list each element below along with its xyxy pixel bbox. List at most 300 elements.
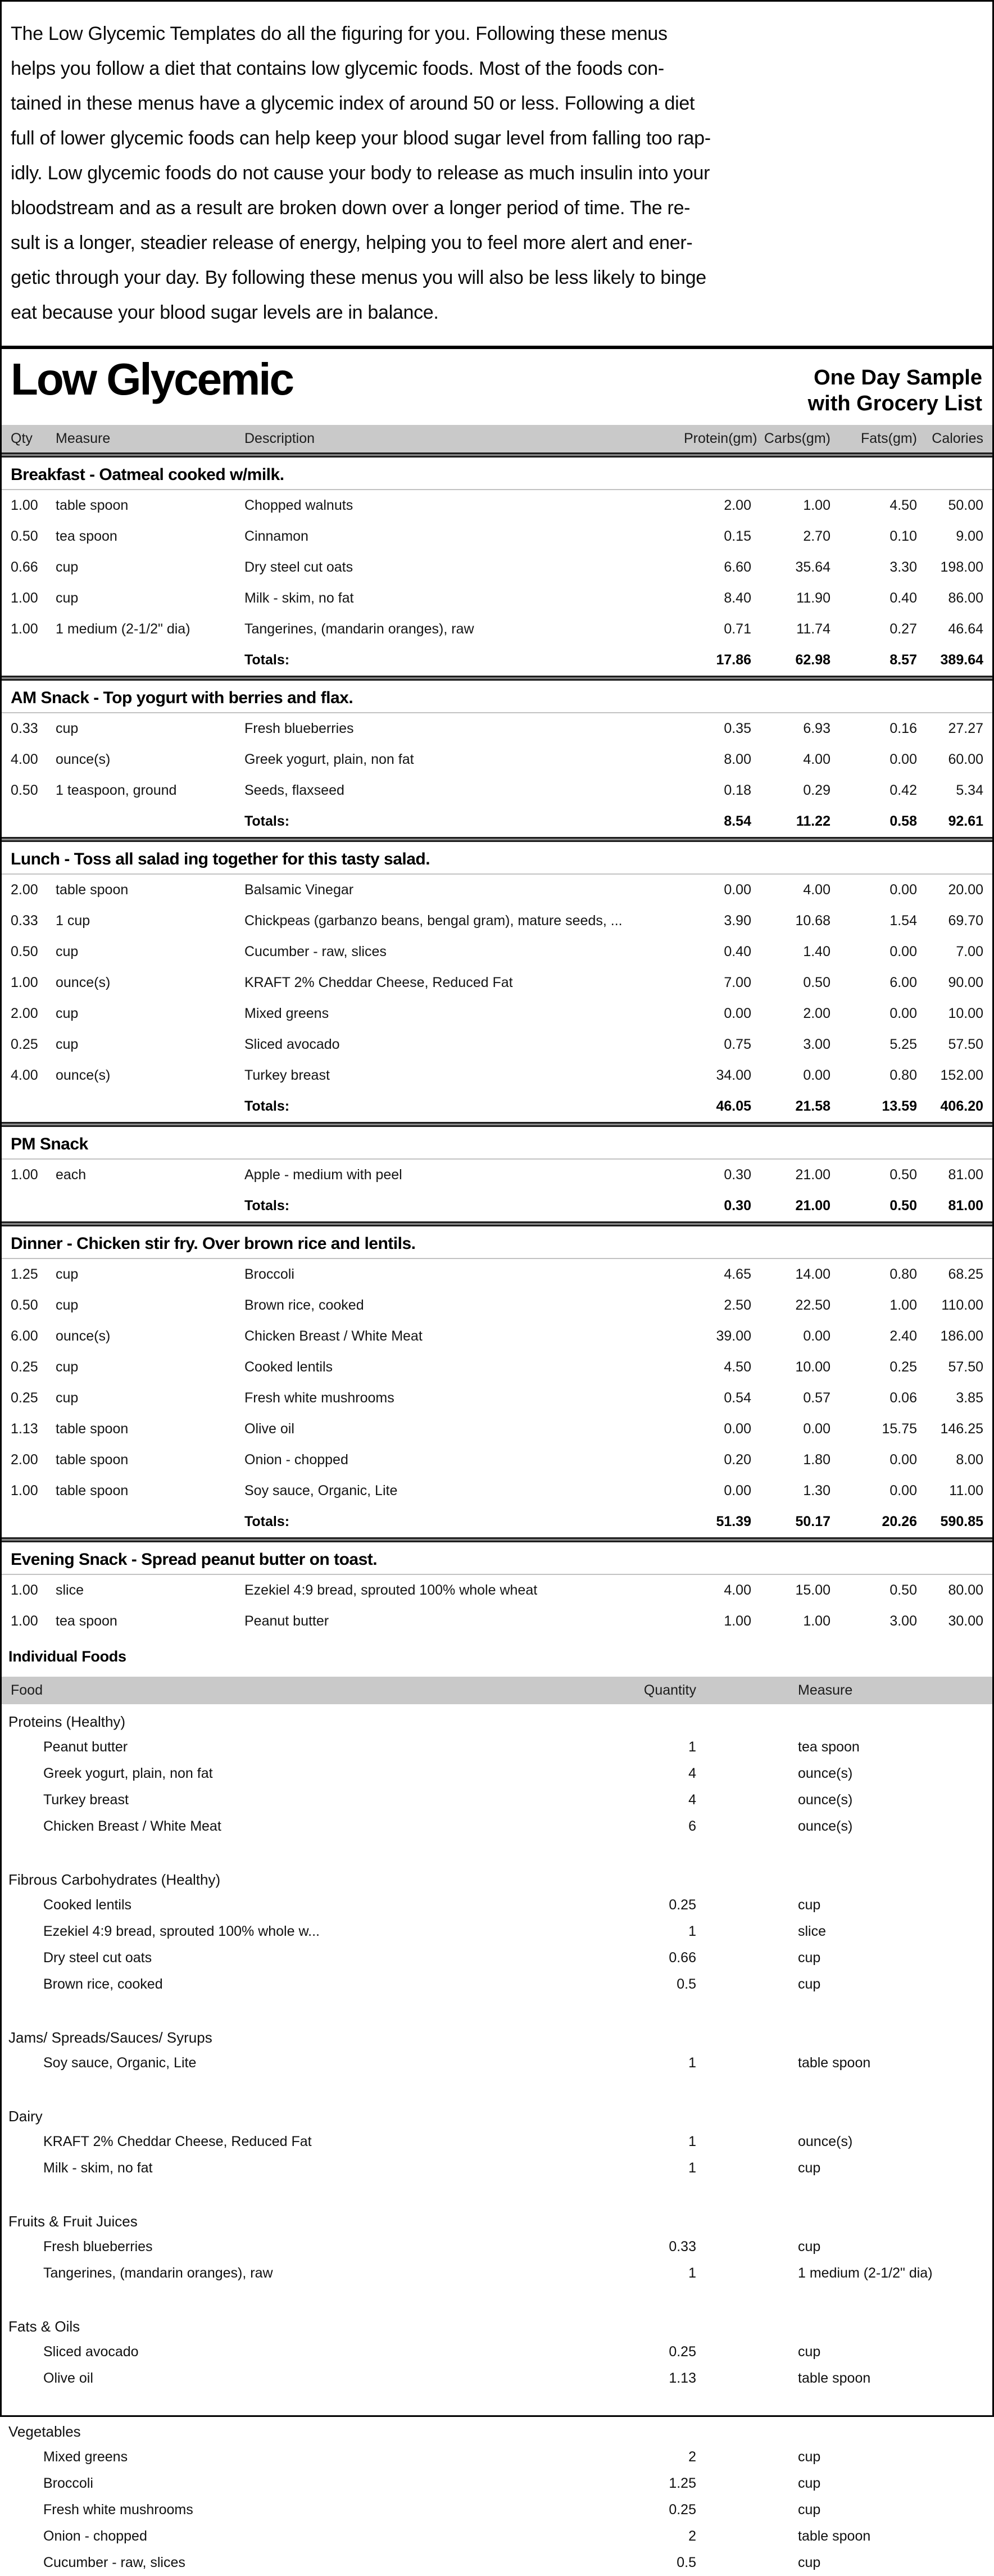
cell-measure: 1 medium (2-1/2" dia)	[56, 621, 190, 637]
food-quantity: 0.25	[669, 2501, 696, 2518]
page-subtitle	[808, 356, 982, 417]
intro-paragraph	[2, 2, 992, 346]
food-name: Tangerines, (mandarin oranges), raw	[43, 2265, 273, 2281]
food-item-row	[2, 2470, 992, 2497]
cell-measure: each	[56, 1166, 87, 1183]
food-measure: table spoon	[798, 2054, 871, 2071]
food-name: Broccoli	[43, 2475, 93, 2491]
food-item-row	[2, 1918, 992, 1945]
cell-fats: 0.06	[889, 1389, 917, 1406]
totals-fats: 0.58	[889, 813, 917, 829]
menu-section	[2, 681, 992, 842]
cell-calories: 8.00	[956, 1451, 983, 1468]
cell-calories: 60.00	[948, 751, 983, 767]
cell-measure: table spoon	[56, 497, 129, 513]
totals-fats: 20.26	[882, 1513, 917, 1529]
meal-section-title: Lunch - Toss all salad ing together for this tasty salad.	[2, 842, 992, 875]
cell-description: Brown rice, cooked	[244, 1297, 364, 1313]
cell-carbs: 15.00	[795, 1582, 830, 1598]
cell-calories: 146.25	[940, 1420, 983, 1437]
cell-qty: 1.00	[11, 1613, 38, 1629]
menu-row	[2, 967, 992, 998]
page-title: Low Glycemic	[11, 354, 293, 404]
food-item-row	[2, 1945, 992, 1971]
cell-protein: 0.40	[724, 943, 751, 959]
cell-qty: 6.00	[11, 1328, 38, 1344]
cell-qty: 0.50	[11, 528, 38, 544]
menu-row	[2, 713, 992, 744]
food-name: Brown rice, cooked	[43, 1976, 163, 1992]
cell-fats: 2.40	[889, 1328, 917, 1344]
cell-protein: 4.65	[724, 1266, 751, 1282]
section-rule	[2, 1221, 992, 1226]
cell-description: Greek yogurt, plain, non fat	[244, 751, 414, 767]
cell-carbs: 1.00	[803, 497, 830, 513]
cell-description: Ezekiel 4:9 bread, sprouted 100% whole wheat	[244, 1582, 538, 1598]
totals-carbs: 50.17	[795, 1513, 830, 1529]
cell-description: Cucumber - raw, slices	[244, 943, 387, 959]
totals-row	[2, 1506, 992, 1537]
cell-qty: 1.00	[11, 1482, 38, 1498]
cell-description: Sliced avocado	[244, 1036, 340, 1052]
food-measure: ounce(s)	[798, 1818, 853, 1834]
menu-row	[2, 1414, 992, 1445]
food-name: Mixed greens	[43, 2448, 128, 2465]
cell-fats: 5.25	[889, 1036, 917, 1052]
cell-fats: 0.40	[889, 590, 917, 606]
cell-carbs: 11.74	[796, 621, 830, 637]
cell-protein: 8.40	[724, 590, 751, 606]
totals-calories: 590.85	[940, 1513, 983, 1529]
food-measure: ounce(s)	[798, 1765, 853, 1781]
food-quantity: 1.13	[669, 2370, 696, 2386]
cell-description: Apple - medium with peel	[244, 1166, 402, 1183]
food-name: Ezekiel 4:9 bread, sprouted 100% whole w...	[43, 1923, 320, 1939]
cell-fats: 0.00	[889, 943, 917, 959]
cell-carbs: 22.50	[795, 1297, 830, 1313]
totals-row	[2, 1190, 992, 1221]
food-item-row	[2, 2155, 992, 2181]
cell-protein: 0.20	[724, 1451, 751, 1468]
meal-section-title: PM Snack	[2, 1127, 992, 1160]
intro-line: eat because your blood sugar levels are in balance.	[11, 302, 439, 323]
cell-measure: cup	[56, 720, 79, 736]
cell-qty: 1.13	[11, 1420, 38, 1437]
column-header-qty: Qty	[11, 430, 33, 446]
cell-qty: 4.00	[11, 751, 38, 767]
cell-measure: cup	[56, 1389, 79, 1406]
food-name: Sliced avocado	[43, 2343, 139, 2360]
food-item-row	[2, 1971, 992, 1998]
cell-carbs: 11.90	[796, 590, 830, 606]
menu-row	[2, 906, 992, 936]
cell-fats: 0.00	[889, 1005, 917, 1021]
food-name: Olive oil	[43, 2370, 93, 2386]
menu-row	[2, 1290, 992, 1321]
meal-section-title: AM Snack - Top yogurt with berries and flax.	[2, 681, 992, 713]
cell-measure: 1 cup	[56, 912, 90, 929]
cell-qty: 1.00	[11, 1166, 38, 1183]
menu-row	[2, 1383, 992, 1414]
cell-calories: 90.00	[948, 974, 983, 990]
individual-foods-title: Individual Foods	[8, 1647, 126, 1665]
cell-protein: 0.75	[724, 1036, 751, 1052]
cell-calories: 30.00	[948, 1613, 983, 1629]
intro-line: getic through your day. By following these menus you will also be less likely to binge	[11, 267, 706, 288]
food-name: Fresh blueberries	[43, 2238, 153, 2254]
column-header-description: Description	[244, 430, 315, 446]
cell-measure: cup	[56, 1036, 79, 1052]
food-quantity: 1	[688, 2265, 696, 2281]
menu-row	[2, 552, 992, 583]
cell-fats: 0.80	[889, 1266, 917, 1282]
food-item-row	[2, 2550, 992, 2576]
column-header-quantity: Quantity	[643, 1682, 696, 1698]
cell-qty: 2.00	[11, 881, 38, 898]
subtitle-line-2: with Grocery List	[807, 392, 982, 416]
totals-carbs: 11.22	[796, 813, 830, 829]
menu-row	[2, 521, 992, 552]
food-category-title: Dairy	[8, 2107, 43, 2125]
food-category	[2, 2022, 992, 2076]
cell-measure: 1 teaspoon, ground	[56, 782, 177, 798]
food-measure: 1 medium (2-1/2" dia)	[798, 2265, 933, 2281]
cell-qty: 2.00	[11, 1005, 38, 1021]
menu-row	[2, 583, 992, 614]
cell-calories: 11.00	[949, 1482, 983, 1498]
food-item-row	[2, 1787, 992, 1813]
meal-section-title: Evening Snack - Spread peanut butter on toast.	[2, 1542, 992, 1575]
cell-description: Seeds, flaxseed	[244, 782, 344, 798]
food-measure: tea spoon	[798, 1739, 860, 1755]
cell-carbs: 0.29	[803, 782, 830, 798]
cell-protein: 3.90	[724, 912, 751, 929]
cell-calories: 20.00	[948, 881, 983, 898]
food-name: Fresh white mushrooms	[43, 2501, 193, 2518]
food-name: Cooked lentils	[43, 1896, 132, 1913]
cell-measure: table spoon	[56, 1420, 129, 1437]
section-rule	[2, 1122, 992, 1127]
cell-protein: 1.00	[724, 1613, 751, 1629]
cell-measure: table spoon	[56, 881, 129, 898]
cell-protein: 2.00	[724, 497, 751, 513]
cell-calories: 27.27	[948, 720, 983, 736]
cell-calories: 69.70	[948, 912, 983, 929]
totals-label: Totals:	[244, 1513, 290, 1529]
cell-description: Mixed greens	[244, 1005, 329, 1021]
menu-row	[2, 875, 992, 906]
totals-fats: 0.50	[889, 1197, 917, 1214]
column-header-calories: Calories	[932, 430, 983, 446]
food-category-title: Fats & Oils	[8, 2317, 80, 2335]
menu-section	[2, 1542, 992, 1637]
food-quantity: 2	[688, 2528, 696, 2544]
food-item-row	[2, 2050, 992, 2076]
cell-fats: 0.16	[889, 720, 917, 736]
cell-description: Cinnamon	[244, 528, 308, 544]
cell-protein: 39.00	[716, 1328, 751, 1344]
menu-section	[2, 458, 992, 681]
cell-calories: 57.50	[948, 1359, 983, 1375]
section-rule	[2, 837, 992, 842]
food-name: Peanut butter	[43, 1739, 128, 1755]
cell-calories: 7.00	[956, 943, 983, 959]
food-measure: table spoon	[798, 2528, 871, 2544]
cell-calories: 10.00	[948, 1005, 983, 1021]
food-item-row	[2, 1892, 992, 1918]
intro-line: tained in these menus have a glycemic index of around 50 or less. Following a diet	[11, 93, 695, 114]
cell-qty: 0.50	[11, 1297, 38, 1313]
meal-section-title: Breakfast - Oatmeal cooked w/milk.	[2, 458, 992, 490]
cell-fats: 0.10	[889, 528, 917, 544]
cell-protein: 0.71	[724, 621, 751, 637]
food-measure: cup	[798, 2554, 821, 2570]
food-measure: cup	[798, 1976, 821, 1992]
menu-row	[2, 490, 992, 521]
cell-qty: 0.25	[11, 1036, 38, 1052]
cell-qty: 1.00	[11, 621, 38, 637]
totals-calories: 406.20	[940, 1098, 983, 1114]
totals-label: Totals:	[244, 651, 290, 668]
totals-row	[2, 645, 992, 676]
column-header-food: Food	[11, 1682, 43, 1698]
cell-qty: 1.00	[11, 590, 38, 606]
cell-fats: 3.30	[889, 559, 917, 575]
food-item-row	[2, 2260, 992, 2287]
totals-row	[2, 806, 992, 837]
cell-description: Onion - chopped	[244, 1451, 348, 1468]
food-category	[2, 2101, 992, 2181]
food-item-row	[2, 2365, 992, 2392]
food-quantity: 4	[688, 1765, 696, 1781]
cell-calories: 3.85	[956, 1389, 983, 1406]
menu-row	[2, 1160, 992, 1190]
cell-description: KRAFT 2% Cheddar Cheese, Reduced Fat	[244, 974, 513, 990]
title-block	[2, 349, 992, 419]
cell-protein: 0.15	[724, 528, 751, 544]
cell-measure: cup	[56, 559, 79, 575]
cell-protein: 0.00	[724, 1005, 751, 1021]
cell-carbs: 4.00	[803, 751, 830, 767]
totals-protein: 8.54	[724, 813, 751, 829]
food-item-row	[2, 2234, 992, 2260]
menu-row	[2, 1060, 992, 1091]
food-category	[2, 2416, 992, 2576]
menu-row	[2, 1259, 992, 1290]
food-category-title: Vegetables	[8, 2423, 81, 2440]
menu-section	[2, 1226, 992, 1542]
totals-fats: 13.59	[882, 1098, 917, 1114]
cell-qty: 1.00	[11, 974, 38, 990]
column-header-fats: Fats(gm)	[861, 430, 917, 446]
column-header-carbs: Carbs(gm)	[764, 430, 830, 446]
cell-fats: 15.75	[882, 1420, 917, 1437]
cell-calories: 68.25	[948, 1266, 983, 1282]
cell-description: Fresh blueberries	[244, 720, 354, 736]
food-quantity: 0.66	[669, 1949, 696, 1966]
menu-section	[2, 842, 992, 1127]
cell-carbs: 0.00	[803, 1420, 830, 1437]
cell-calories: 152.00	[940, 1067, 983, 1083]
menu-row	[2, 1475, 992, 1506]
header-rule	[2, 452, 992, 458]
menu-section	[2, 1127, 992, 1226]
intro-line: sult is a longer, steadier release of energy, helping you to feel more alert and ener-	[11, 232, 693, 253]
cell-protein: 6.60	[724, 559, 751, 575]
cell-measure: ounce(s)	[56, 1067, 111, 1083]
food-item-row	[2, 2339, 992, 2365]
cell-measure: cup	[56, 1005, 79, 1021]
cell-description: Chopped walnuts	[244, 497, 353, 513]
intro-line: idly. Low glycemic foods do not cause your body to release as much insulin into your	[11, 162, 710, 184]
totals-protein: 17.86	[716, 651, 751, 668]
cell-fats: 4.50	[889, 497, 917, 513]
cell-carbs: 4.00	[803, 881, 830, 898]
cell-description: Cooked lentils	[244, 1359, 333, 1375]
food-item-row	[2, 2497, 992, 2523]
cell-carbs: 0.00	[803, 1067, 830, 1083]
cell-description: Fresh white mushrooms	[244, 1389, 394, 1406]
food-name: Cucumber - raw, slices	[43, 2554, 185, 2570]
cell-carbs: 14.00	[795, 1266, 830, 1282]
totals-carbs: 21.00	[795, 1197, 830, 1214]
food-quantity: 6	[688, 1818, 696, 1834]
cell-protein: 4.50	[724, 1359, 751, 1375]
cell-fats: 0.00	[889, 751, 917, 767]
cell-fats: 0.00	[889, 1451, 917, 1468]
cell-fats: 0.00	[889, 881, 917, 898]
totals-carbs: 21.58	[795, 1098, 830, 1114]
totals-label: Totals:	[244, 813, 290, 829]
cell-carbs: 1.40	[803, 943, 830, 959]
food-name: Onion - chopped	[43, 2528, 147, 2544]
food-quantity: 1	[688, 1739, 696, 1755]
cell-fats: 1.00	[889, 1297, 917, 1313]
food-name: Soy sauce, Organic, Lite	[43, 2054, 197, 2071]
food-name: Chicken Breast / White Meat	[43, 1818, 221, 1834]
totals-calories: 389.64	[940, 651, 983, 668]
cell-description: Turkey breast	[244, 1067, 330, 1083]
food-measure: cup	[798, 1896, 821, 1913]
cell-protein: 34.00	[716, 1067, 751, 1083]
cell-measure: table spoon	[56, 1482, 129, 1498]
menu-row	[2, 1321, 992, 1352]
cell-protein: 0.00	[724, 1420, 751, 1437]
menu-row	[2, 744, 992, 775]
cell-carbs: 1.80	[803, 1451, 830, 1468]
cell-fats: 0.50	[889, 1582, 917, 1598]
cell-qty: 0.25	[11, 1389, 38, 1406]
cell-calories: 86.00	[948, 590, 983, 606]
menu-sections	[2, 458, 992, 1637]
cell-carbs: 3.00	[803, 1036, 830, 1052]
cell-measure: ounce(s)	[56, 974, 111, 990]
cell-qty: 0.33	[11, 912, 38, 929]
food-category-title: Jams/ Spreads/Sauces/ Syrups	[8, 2029, 212, 2046]
cell-fats: 3.00	[889, 1613, 917, 1629]
food-measure: ounce(s)	[798, 1791, 853, 1808]
column-header-food-measure: Measure	[798, 1682, 853, 1698]
cell-carbs: 1.00	[803, 1613, 830, 1629]
cell-description: Broccoli	[244, 1266, 294, 1282]
food-quantity: 0.5	[677, 2554, 696, 2570]
meal-section-title: Dinner - Chicken stir fry. Over brown rice and lentils.	[2, 1226, 992, 1259]
food-quantity: 1	[688, 2160, 696, 2176]
cell-qty: 0.66	[11, 559, 38, 575]
column-header-measure: Measure	[56, 430, 111, 446]
food-quantity: 1.25	[669, 2475, 696, 2491]
cell-qty: 2.00	[11, 1451, 38, 1468]
cell-calories: 110.00	[941, 1297, 983, 1313]
food-measure: cup	[798, 2160, 821, 2176]
food-category	[2, 1864, 992, 1998]
food-item-row	[2, 1734, 992, 1760]
cell-qty: 1.00	[11, 1582, 38, 1598]
food-quantity: 1	[688, 2054, 696, 2071]
food-quantity: 0.33	[669, 2238, 696, 2254]
cell-carbs: 1.30	[803, 1482, 830, 1498]
cell-carbs: 35.64	[795, 559, 830, 575]
cell-protein: 2.50	[724, 1297, 751, 1313]
cell-fats: 6.00	[889, 974, 917, 990]
cell-fats: 0.25	[889, 1359, 917, 1375]
section-rule	[2, 676, 992, 681]
cell-qty: 1.25	[11, 1266, 38, 1282]
cell-protein: 7.00	[724, 974, 751, 990]
cell-carbs: 2.70	[803, 528, 830, 544]
food-measure: table spoon	[798, 2370, 871, 2386]
totals-row	[2, 1091, 992, 1122]
cell-measure: cup	[56, 1359, 79, 1375]
cell-measure: cup	[56, 1297, 79, 1313]
column-header-protein: Protein(gm)	[684, 430, 757, 446]
cell-calories: 81.00	[948, 1166, 983, 1183]
cell-protein: 4.00	[724, 1582, 751, 1598]
cell-measure: cup	[56, 943, 79, 959]
totals-protein: 0.30	[724, 1197, 751, 1214]
cell-fats: 1.54	[889, 912, 917, 929]
cell-carbs: 0.57	[803, 1389, 830, 1406]
cell-calories: 80.00	[948, 1582, 983, 1598]
menu-row	[2, 1352, 992, 1383]
food-measure: cup	[798, 2448, 821, 2465]
cell-description: Milk - skim, no fat	[244, 590, 354, 606]
food-measure: cup	[798, 1949, 821, 1966]
cell-calories: 198.00	[940, 559, 983, 575]
totals-label: Totals:	[244, 1098, 290, 1114]
food-name: Turkey breast	[43, 1791, 129, 1808]
totals-protein: 46.05	[716, 1098, 751, 1114]
cell-calories: 50.00	[948, 497, 983, 513]
food-item-row	[2, 1760, 992, 1787]
cell-carbs: 2.00	[803, 1005, 830, 1021]
intro-line: bloodstream and as a result are broken down over a longer period of time. The re-	[11, 197, 691, 219]
individual-foods-header	[2, 1677, 992, 1704]
cell-carbs: 0.00	[803, 1328, 830, 1344]
intro-line: The Low Glycemic Templates do all the figuring for you. Following these menus	[11, 23, 668, 44]
cell-protein: 0.30	[724, 1166, 751, 1183]
cell-carbs: 10.68	[795, 912, 830, 929]
cell-description: Peanut butter	[244, 1613, 329, 1629]
totals-protein: 51.39	[716, 1513, 751, 1529]
food-item-row	[2, 2444, 992, 2470]
cell-protein: 8.00	[724, 751, 751, 767]
cell-protein: 0.54	[724, 1389, 751, 1406]
food-quantity: 0.25	[669, 1896, 696, 1913]
food-category-title: Fibrous Carbohydrates (Healthy)	[8, 1871, 221, 1888]
intro-line: helps you follow a diet that contains low glycemic foods. Most of the foods con-	[11, 58, 664, 79]
totals-carbs: 62.98	[795, 651, 830, 668]
